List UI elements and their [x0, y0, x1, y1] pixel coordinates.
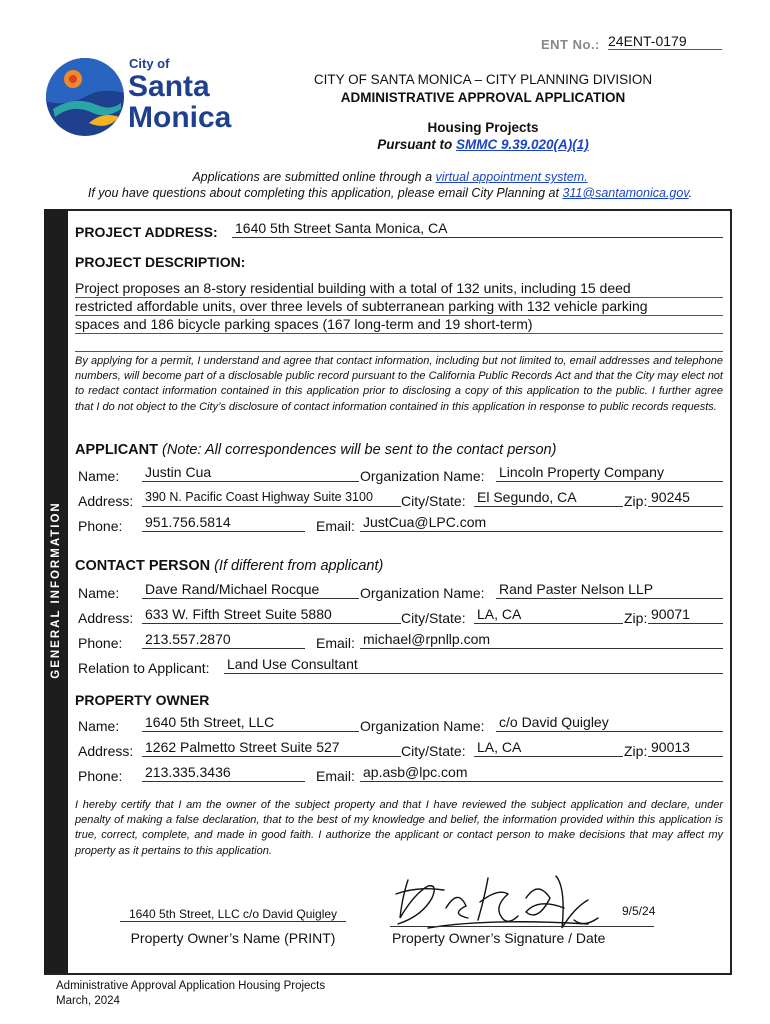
- applicant-phone-field[interactable]: 951.756.5814: [142, 513, 305, 532]
- project-description-line-3[interactable]: spaces and 186 bicycle parking spaces (167 long-term and 19 short-term): [75, 315, 723, 334]
- applicant-zip-label: Zip:: [624, 493, 648, 509]
- applicant-name-field[interactable]: Justin Cua: [142, 463, 359, 482]
- ent-number-field[interactable]: 24ENT-0179: [608, 33, 722, 50]
- owner-address-label: Address:: [78, 743, 134, 759]
- contact-relation-label: Relation to Applicant:: [78, 660, 210, 676]
- intro-line-2-text: If you have questions about completing this application, please email City Planning at: [87, 186, 563, 200]
- applicant-note: (Note: All correspondences will be sent to the contact person): [157, 442, 557, 458]
- printed-name-label: Property Owner’s Name (PRINT): [130, 930, 336, 946]
- owner-email-field[interactable]: ap.asb@lpc.com: [360, 763, 723, 782]
- email-planning-link[interactable]: 311@santamonica.gov: [562, 186, 689, 200]
- project-address-field[interactable]: 1640 5th Street Santa Monica, CA: [232, 219, 723, 238]
- applicant-address-label: Address:: [78, 493, 134, 509]
- signature-line[interactable]: [390, 926, 654, 927]
- contact-name-label: Name:: [78, 585, 120, 601]
- contact-city-field[interactable]: LA, CA: [474, 605, 623, 624]
- ent-number-label: ENT No.:: [541, 37, 600, 52]
- project-description-line-4[interactable]: [75, 333, 723, 352]
- printed-name-field[interactable]: 1640 5th Street, LLC c/o David Quigley: [120, 907, 346, 922]
- logo-text-city-of: City of: [129, 56, 170, 71]
- applicant-email-field[interactable]: JustCua@LPC.com: [360, 513, 723, 532]
- header-division: CITY OF SANTA MONICA – CITY PLANNING DIVISION: [313, 72, 653, 87]
- contact-phone-label: Phone:: [78, 635, 123, 651]
- project-address-label: PROJECT ADDRESS:: [75, 224, 218, 240]
- contact-heading: [75, 558, 383, 574]
- footer-line-2: March, 2024: [56, 995, 120, 1007]
- signature-date: 9/5/24: [622, 904, 656, 918]
- applicant-email-label: Email:: [316, 518, 355, 534]
- applicant-address-field[interactable]: 390 N. Pacific Coast Highway Suite 3100: [142, 488, 401, 507]
- contact-address-field[interactable]: 633 W. Fifth Street Suite 5880: [142, 605, 401, 624]
- intro-line-2: [40, 186, 740, 200]
- contact-org-label: Organization Name:: [360, 585, 485, 601]
- owner-phone-field[interactable]: 213.335.3436: [142, 763, 305, 782]
- owner-name-field[interactable]: 1640 5th Street, LLC: [142, 713, 359, 732]
- contact-city-label: City/State:: [401, 610, 466, 626]
- sidebar-label: GENERAL INFORMATION: [50, 501, 62, 679]
- owner-phone-label: Phone:: [78, 768, 123, 784]
- logo-text-santa: Santa: [128, 70, 210, 103]
- intro-line-2-suffix: .: [688, 186, 693, 200]
- owner-city-field[interactable]: LA, CA: [474, 738, 623, 757]
- footer-line-1: Administrative Approval Application Housing Projects: [56, 980, 326, 992]
- project-description-line-2[interactable]: restricted affordable units, over three levels of subterranean parking with 132 vehicle parking: [75, 297, 723, 316]
- applicant-heading: [75, 442, 556, 458]
- applicant-org-label: Organization Name:: [360, 468, 485, 484]
- project-description-label: PROJECT DESCRIPTION:: [75, 254, 246, 270]
- intro-line-1-text: Applications are submitted online through a: [192, 170, 436, 184]
- applicant-phone-label: Phone:: [78, 518, 123, 534]
- header-housing-projects: Housing Projects: [427, 120, 539, 135]
- contact-zip-label: Zip:: [624, 610, 648, 626]
- contact-relation-field[interactable]: Land Use Consultant: [224, 655, 723, 674]
- contact-email-label: Email:: [316, 635, 355, 651]
- applicant-zip-field[interactable]: 90245: [648, 488, 723, 507]
- virtual-appointment-link[interactable]: virtual appointment system.: [435, 170, 588, 184]
- contact-note: (If different from applicant): [210, 558, 384, 574]
- header-pursuant-prefix: Pursuant to: [377, 137, 456, 152]
- certification-paragraph: I hereby certify that I am the owner of the subject property and that I have reviewed the subject application and declare, under penalty of making a false declaration, that to the best of my knowledge and belief, the information provided within this application is true, correct, complete, and made in good faith. I authorize the applicant or contact person to make decisions that may affect my property as it pertains to this application.: [75, 799, 723, 857]
- signature-label: Property Owner’s Signature / Date: [392, 930, 606, 946]
- owner-address-field[interactable]: 1262 Palmetto Street Suite 527: [142, 738, 401, 757]
- disclosure-paragraph: By applying for a permit, I understand and agree that contact information, including but not limited to, email addresses and telephone numbers, will become part of a disclosable public record pursuant to the California Public Records Act and that the City may elect not to redact contact information contained in this application prior to disclosing a copy of this application to the public. I further agree that I do not object to the City’s disclosure of contact information contained in this application in response to public records requests.: [75, 355, 723, 413]
- owner-zip-label: Zip:: [624, 743, 648, 759]
- owner-email-label: Email:: [316, 768, 355, 784]
- contact-org-field[interactable]: Rand Paster Nelson LLP: [496, 580, 723, 599]
- owner-name-label: Name:: [78, 718, 120, 734]
- applicant-name-label: Name:: [78, 468, 120, 484]
- owner-org-field[interactable]: c/o David Quigley: [496, 713, 723, 732]
- applicant-city-label: City/State:: [401, 493, 466, 509]
- contact-phone-field[interactable]: 213.557.2870: [142, 630, 305, 649]
- owner-heading: PROPERTY OWNER: [75, 692, 210, 708]
- header-pursuant: [250, 137, 716, 152]
- contact-title: CONTACT PERSON: [75, 558, 211, 574]
- smmc-link[interactable]: SMMC 9.39.020(A)(1): [455, 137, 589, 152]
- contact-address-label: Address:: [78, 610, 134, 626]
- intro-line-1: [40, 170, 740, 184]
- contact-zip-field[interactable]: 90071: [648, 605, 723, 624]
- applicant-city-field[interactable]: El Segundo, CA: [474, 488, 623, 507]
- city-logo-emblem-icon: [45, 57, 125, 137]
- project-description-line-1[interactable]: Project proposes an 8-story residential building with a total of 132 units, including 15 deed: [75, 279, 723, 298]
- applicant-org-field[interactable]: Lincoln Property Company: [496, 463, 723, 482]
- contact-name-field[interactable]: Dave Rand/Michael Rocque: [142, 580, 359, 599]
- logo-text-monica: Monica: [128, 101, 232, 134]
- city-logo: [45, 57, 245, 137]
- owner-city-label: City/State:: [401, 743, 466, 759]
- applicant-title: APPLICANT: [75, 442, 158, 458]
- header-application-title: ADMINISTRATIVE APPROVAL APPLICATION: [340, 90, 626, 105]
- contact-email-field[interactable]: michael@rpnllp.com: [360, 630, 723, 649]
- owner-org-label: Organization Name:: [360, 718, 485, 734]
- owner-zip-field[interactable]: 90013: [648, 738, 723, 757]
